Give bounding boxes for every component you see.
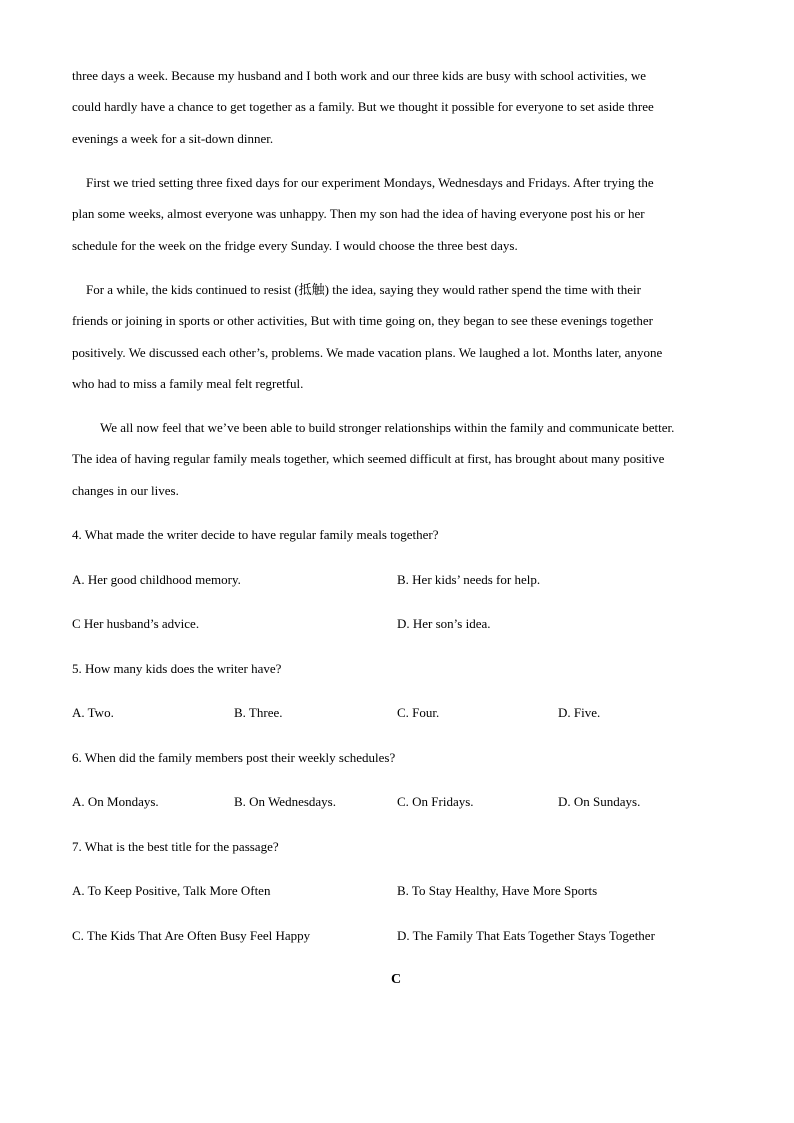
answer-option: B. To Stay Healthy, Have More Sports (397, 883, 598, 898)
answer-option: D. Five. (558, 705, 601, 720)
answer-option: A. To Keep Positive, Talk More Often (72, 883, 271, 898)
passage-line: schedule for the week on the fridge every Sunday. I would choose the three best days. (72, 238, 518, 253)
answer-option: C. Four. (397, 705, 440, 720)
answer-option: C Her husband’s advice. (72, 616, 200, 631)
question-stem: 4. What made the writer decide to have regular family meals together? (72, 527, 439, 542)
answer-option: B. On Wednesdays. (234, 794, 336, 809)
answer-option: D. The Family That Eats Together Stays Together (397, 928, 655, 943)
answer-option: B. Her kids’ needs for help. (397, 572, 541, 587)
passage-line: positively. We discussed each other’s, problems. We made vacation plans. We laughed a lot. Months later, anyone (72, 345, 663, 360)
answer-option: A. Two. (72, 705, 114, 720)
passage-line: We all now feel that we’ve been able to build stronger relationships within the family and communicate better. (100, 420, 675, 435)
passage-line: The idea of having regular family meals together, which seemed difficult at first, has brought about many positive (72, 451, 665, 466)
passage-line: could hardly have a chance to get together as a family. But we thought it possible for everyone to set aside three (72, 99, 654, 114)
answer-option: D. Her son’s idea. (397, 616, 491, 631)
answer-option: D. On Sundays. (558, 794, 641, 809)
question-stem: 5. How many kids does the writer have? (72, 661, 282, 676)
answer-option: B. Three. (234, 705, 283, 720)
passage-line: changes in our lives. (72, 483, 179, 498)
passage-line: three days a week. Because my husband and I both work and our three kids are busy with school activities, we (72, 68, 647, 83)
passage-line: First we tried setting three fixed days for our experiment Mondays, Wednesdays and Fridays. After trying the (86, 175, 654, 190)
answer-option: A. Her good childhood memory. (72, 572, 241, 587)
passage-line: who had to miss a family meal felt regretful. (72, 376, 304, 391)
passage-line: evenings a week for a sit-down dinner. (72, 131, 274, 146)
passage-line: friends or joining in sports or other activities, But with time going on, they began to see these evenings together (72, 313, 653, 328)
question-stem: 7. What is the best title for the passage? (72, 839, 279, 854)
answer-option: C. On Fridays. (397, 794, 474, 809)
answer-option: C. The Kids That Are Often Busy Feel Happy (72, 928, 311, 943)
passage-line: plan some weeks, almost everyone was unhappy. Then my son had the idea of having everyone post his or her (72, 206, 645, 221)
section-heading: C (391, 972, 402, 987)
question-stem: 6. When did the family members post their weekly schedules? (72, 750, 396, 765)
passage-line: For a while, the kids continued to resist (抵触) the idea, saying they would rather spend the time with their (86, 282, 641, 297)
answer-option: A. On Mondays. (72, 794, 159, 809)
